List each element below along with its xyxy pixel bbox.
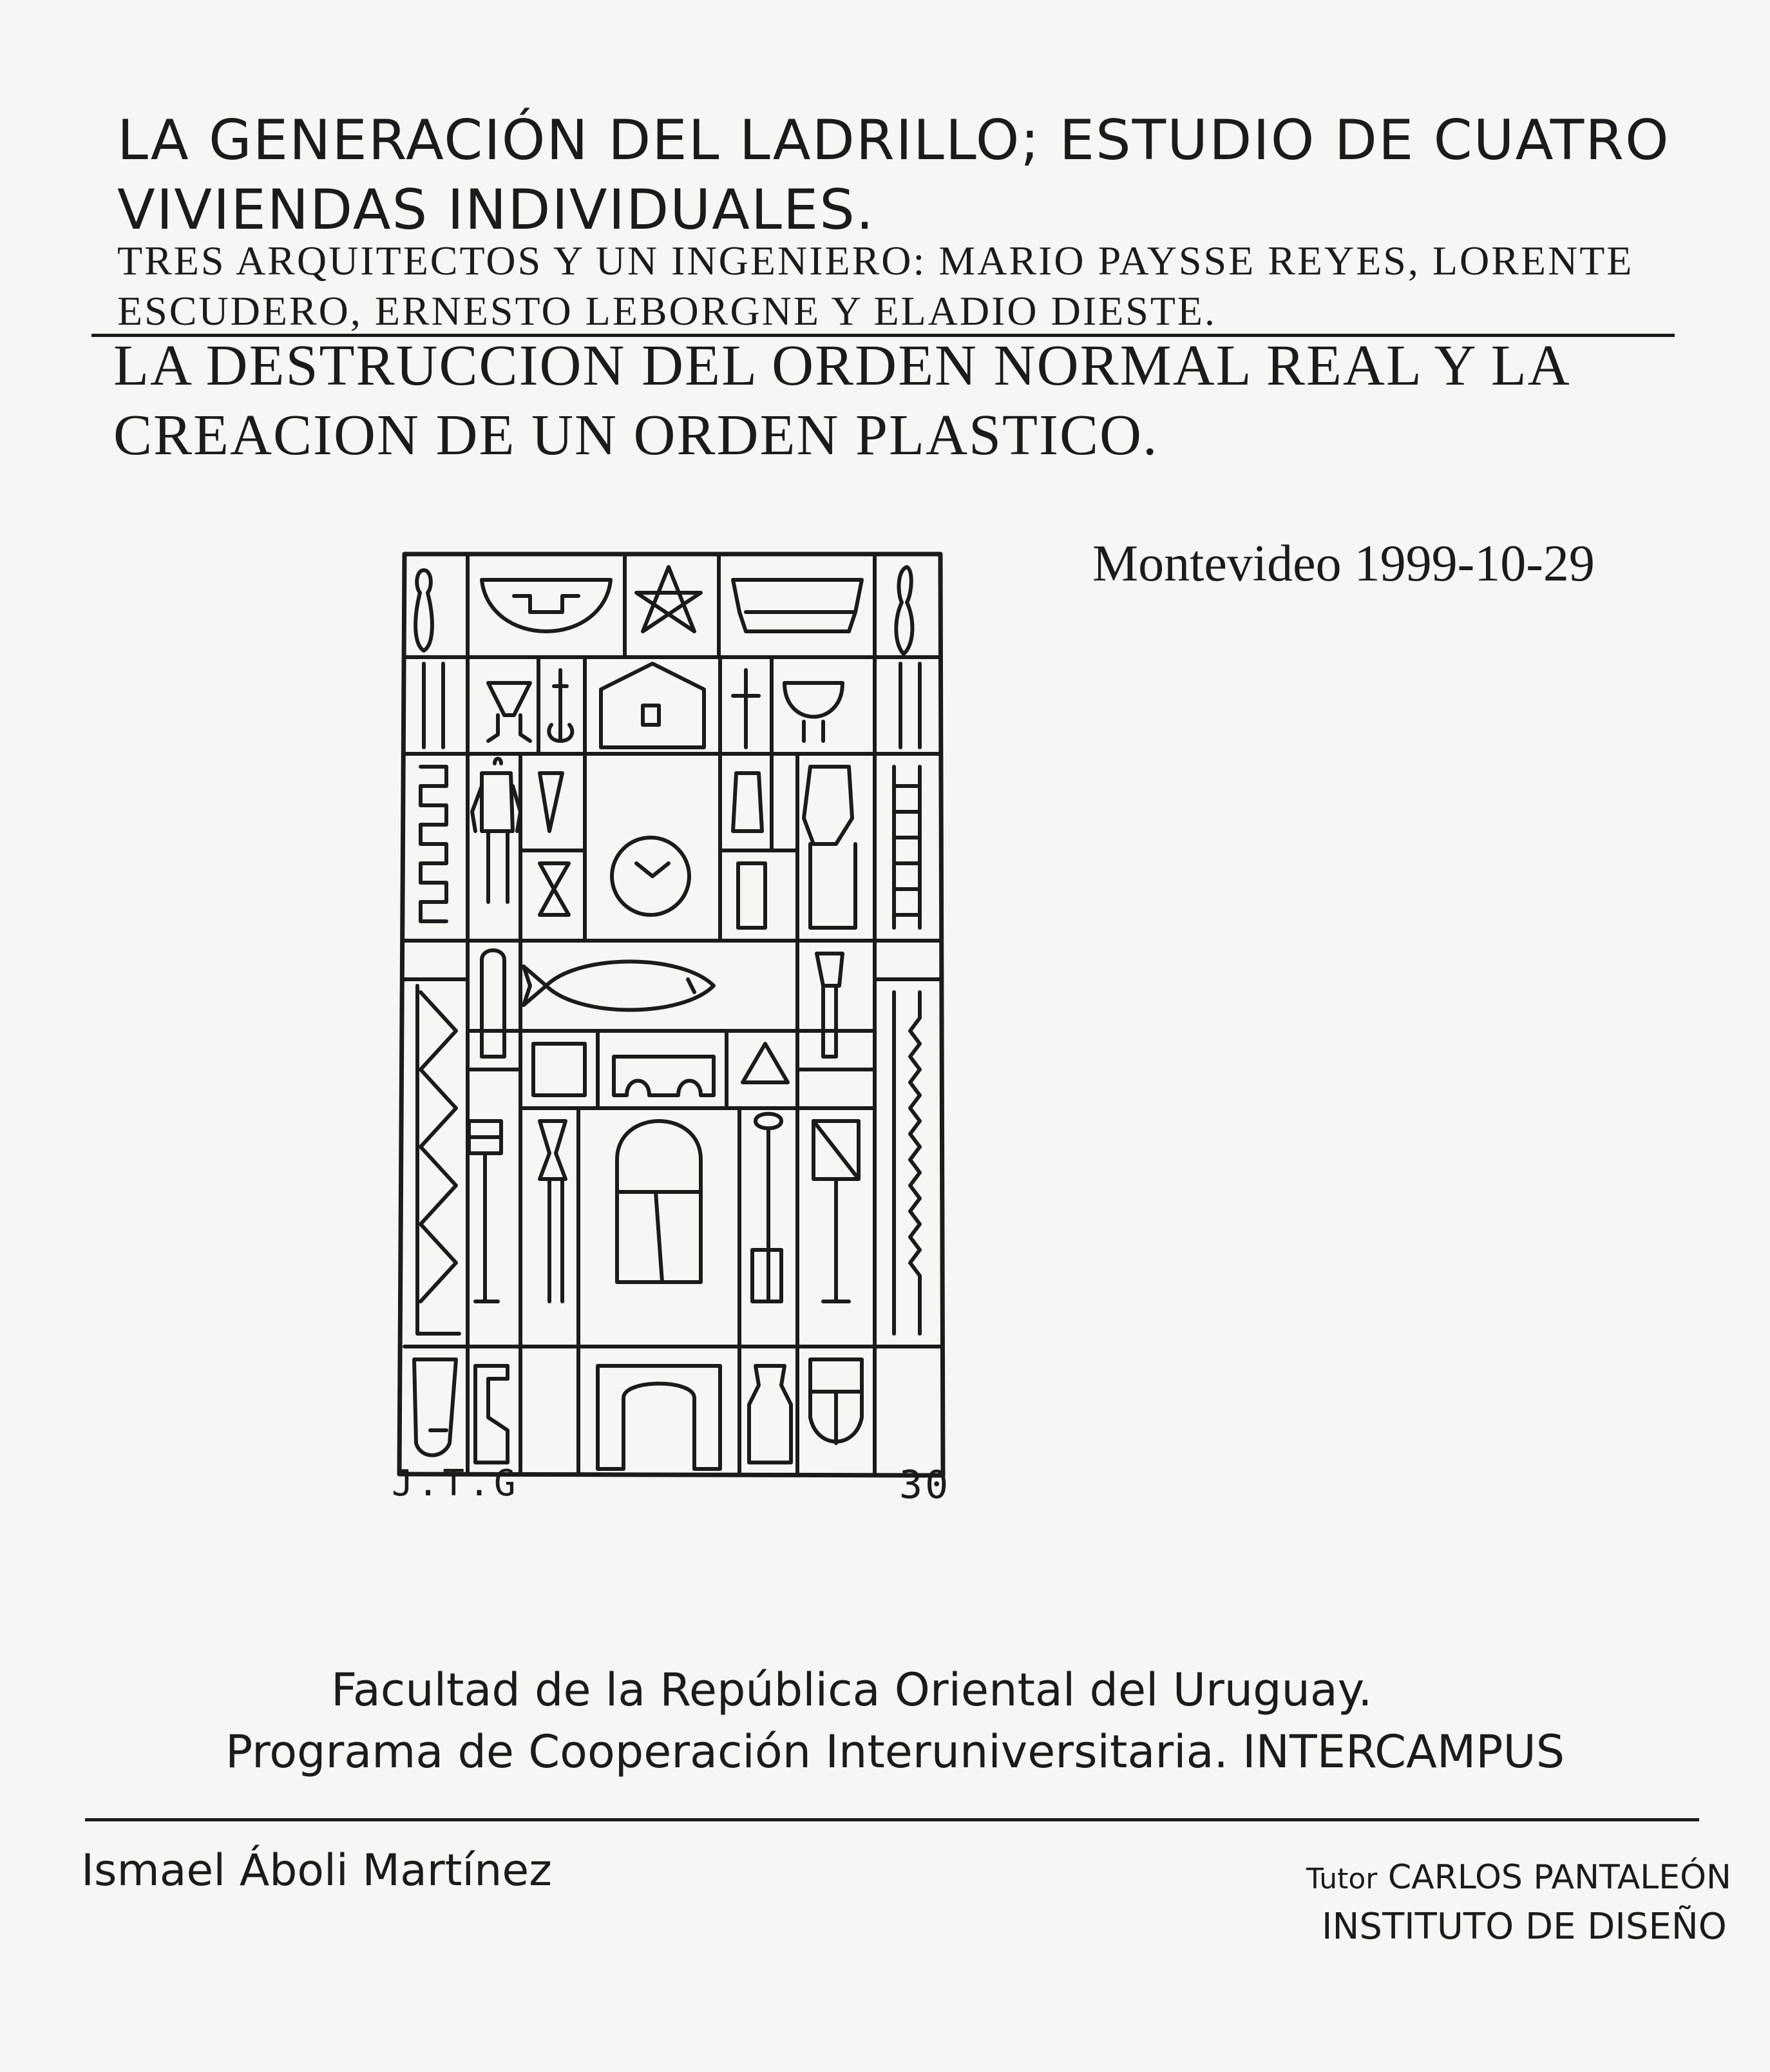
- author-name: Ismael Áboli Martínez: [81, 1845, 552, 1896]
- artwork-number: 30: [899, 1463, 951, 1508]
- place-date: Montevideo 1999-10-29: [1092, 535, 1595, 592]
- title-line-2: VIVIENDAS INDIVIDUALES.: [117, 178, 875, 242]
- subtitle-line-1: TRES ARQUITECTOS Y UN INGENIERO: MARIO PAYSSE REYES, LORENTE: [117, 238, 1634, 283]
- subtitle-line-2: ESCUDERO, ERNESTO LEBORGNE Y ELADIO DIESTE.: [117, 288, 1217, 334]
- tutor-line: [1306, 1858, 1731, 1897]
- program-line: Programa de Cooperación Interuniversitaria. INTERCAMPUS: [225, 1725, 1565, 1778]
- tutor-name: CARLOS PANTALEÓN: [1387, 1858, 1731, 1897]
- tutor-prefix: Tutor: [1306, 1863, 1378, 1895]
- constructivist-drawing: [385, 541, 965, 1540]
- faculty-line: Facultad de la República Oriental del Uruguay.: [331, 1664, 1373, 1716]
- title-line-1: LA GENERACIÓN DEL LADRILLO; ESTUDIO DE CUATRO: [117, 108, 1670, 173]
- institute-name: INSTITUTO DE DISEÑO: [1322, 1906, 1727, 1948]
- footer-divider: [85, 1818, 1699, 1821]
- artist-signature: J.T.G: [392, 1463, 520, 1504]
- thesis-line-1: LA DESTRUCCION DEL ORDEN NORMAL REAL Y LA: [113, 334, 1571, 398]
- thesis-line-2: CREACION DE UN ORDEN PLASTICO.: [113, 403, 1159, 467]
